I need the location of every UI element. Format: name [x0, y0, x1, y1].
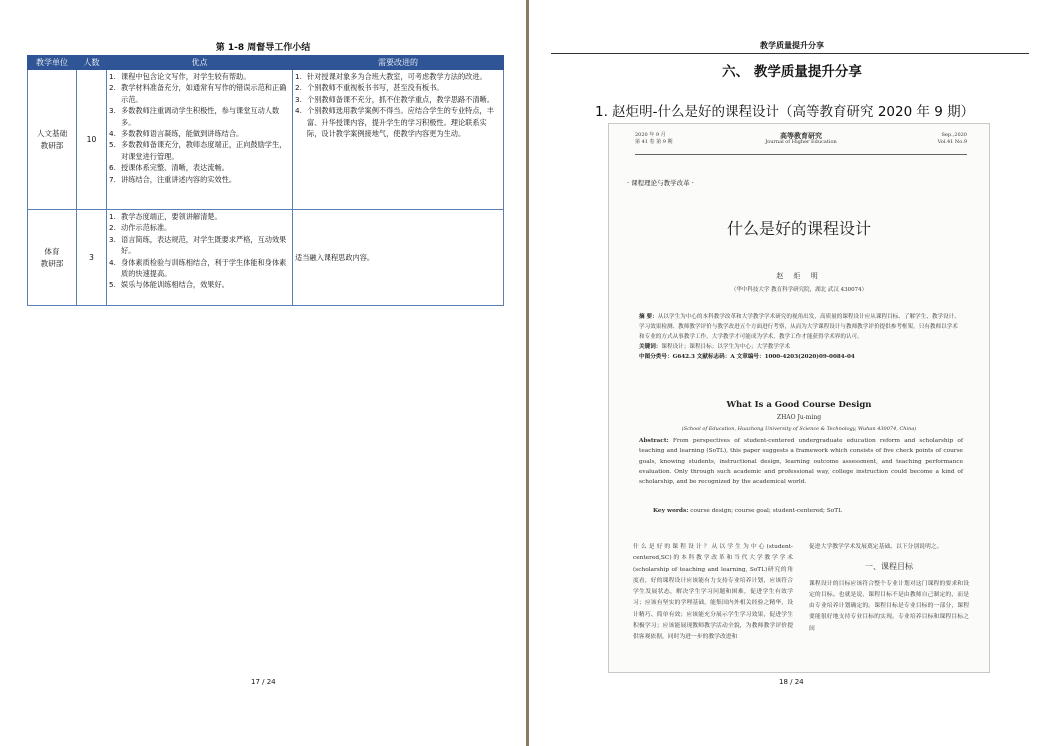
unit-cell [28, 210, 77, 306]
english-author: ZHAO Ju-ming [776, 414, 822, 421]
article-affiliation: （华中科技大学 教育科学研究院，湖北 武汉 430074） [730, 287, 868, 293]
summary-title: 第 1-8 周督导工作小结 [215, 43, 311, 53]
list-item: 3. 个别教师备课不充分，抓不住教学重点，教学思路不清晰。 [295, 94, 494, 104]
list-item: 2. 个别教师不重视板书书写，甚至没有板书。 [295, 83, 444, 93]
body-subheading: 一、课程目标 [865, 562, 913, 572]
list-item: 3. 多数教师注重调动学生积极性，参与课堂互动人数多。 [109, 106, 280, 127]
table-header-row [28, 56, 504, 70]
count-cell: 3 [77, 210, 107, 306]
header-improvements: 需要改进的 [293, 56, 504, 70]
column-tag: · 课程理论与教学改革 · [627, 179, 694, 187]
count-cell: 10 [77, 70, 107, 210]
list-item: 3. 语言简练，表达规范，对学生既要求严格，互动效果好。 [109, 234, 287, 256]
journal-issue-en: Sep.,2020 Vol.41 No.9 [937, 132, 967, 145]
english-affiliation: (School of Education, Huazhong University of Science & Technology, Wuhan 430074, China) [681, 426, 917, 432]
english-keywords: Key words: course design; course goal; student-centered; SoTL [653, 508, 842, 514]
chinese-abstract: 摘 要：从以学生为中心的本科教学改革和大学教学学术研究的视角出发，高质量的课程设计应从课程目标、了解学生、教学设计、学习效果检测、教师教学评价与教学改进五个方面进行考察，从而为大学课程设计与教师教学评价提供参考框架。只有教师以学术和专业的方式从事教学工作，大学教学才可能成为学术，教学工作才能获得学术界的认可。 关键词：课程设计；课程目标；以学生为中心；大学教学学术 中图分类号：G642.3 文献标志码：A 文章编号：1000-4203(2020)09-0084-04 [639, 314, 960, 360]
list-item: 4. 个别教师选用教学案例不得当。应结合学生的专业特点，丰富、升华授课内容，提升学生的学习积极性。理论联系实际，设计教学案例接地气，使教学内容更为生动。 [295, 106, 494, 139]
list-item: 7. 讲练结合，注重讲述内容的实效性。 [109, 174, 237, 184]
journal-name: 高等教育研究 Journal of Higher Education [765, 131, 837, 145]
section-title: 六、 教学质量提升分享 [722, 64, 862, 80]
list-item: 4. 多数教师语言凝练，能做到讲练结合。 [109, 129, 244, 139]
strengths-cell [107, 210, 293, 306]
table-row [28, 70, 504, 210]
improvements-cell [293, 70, 504, 210]
english-abstract: Abstract: From perspectives of student-centered undergraduate education reform and scholarship of teaching and learning (SoTL), this paper suggests a framework which consists of five check points of course goals, knowing students, instructional design, learning outcome assessment, and teaching performance evaluation. Only through such academic and professional way, college instruction could become a kind of scholarship, and be recognized by the academical world. [639, 438, 964, 486]
unit-line: 体育 [44, 247, 60, 257]
strengths-cell [107, 70, 293, 210]
header-rule [551, 53, 1029, 54]
header-unit: 教学单位 [28, 56, 77, 70]
header-count: 人数 [77, 56, 107, 70]
article-author: 赵 炬 明 [776, 272, 822, 280]
supervision-summary-table [27, 55, 504, 306]
body-column-right: 促进大学教学学术发展奠定基础。以下分别说明之。 一、课程目标 课程设计的目标应该符合整个专业计划对这门课程的要求和设定的目标。也就是说，课程目标不是由教师自己制定的，而是由专业培养计划确定的。课程目标是专业目标的一部分，课程要能很好地支持专业目标的实现。专业培养目标和课程目标之间 [809, 544, 969, 632]
unit-line: 教研部 [40, 140, 64, 150]
page-number: 18 / 24 [779, 678, 804, 686]
english-title: What Is a Good Course Design [726, 400, 872, 410]
right-document-page [529, 0, 1055, 746]
list-item: 4. 身体素质检验与训练相结合，利于学生体能和身体素质的快速提高。 [109, 257, 287, 279]
unit-line: 人文基础 [36, 129, 68, 139]
running-header: 教学质量提升分享 [760, 41, 824, 50]
list-item: 5. 娱乐与体能训练相结合，效果好。 [109, 280, 229, 290]
item-title: 1. 赵炬明-什么是好的课程设计（高等教育研究 2020 年 9 期） [595, 104, 975, 120]
header-strengths: 优点 [107, 56, 293, 70]
list-item: 1. 课程中包含论文写作，对学生较有帮助。 [109, 72, 251, 81]
body-column-left: 什么是好的课程设计？从以学生为中心(student-centered,SC)的本科教学改革和当代大学教学学术(scholarship of teaching and learning, SoTL)研究的角度看，好的课程设计应该能有力支持专业培养计划，应该符合学生发展状态，解决学生学习问题和困难，促进学生有效学习；应该有坚实的学理基础，能集国内外相关经验之精华，设计精巧、简单有效；应该能充分展示学生学习效果，促进学生积极学习；应该能展现教师教学活动全貌，为教师教学评价提供客观依据，同时为进一步的教学改进和 [633, 544, 793, 641]
list-item: 2. 教学材料准备充分，如通常有写作的错误示范和正确示范。 [109, 83, 287, 104]
unit-cell [28, 70, 77, 210]
list-item: 1. 教学态度端正，要领讲解清楚。 [109, 212, 222, 221]
journal-header-rule [635, 154, 967, 155]
table-row [28, 210, 504, 306]
list-item: 6. 授课体系完整、清晰，表达流畅。 [109, 163, 229, 173]
journal-issue-cn: 2020 年 9 月 第 41 卷 第 9 期 [635, 132, 673, 145]
list-item: 2. 动作示范标准。 [109, 223, 172, 233]
article-title: 什么是好的课程设计 [726, 219, 871, 238]
unit-line: 教研部 [40, 258, 64, 268]
page-number: 17 / 24 [251, 678, 276, 686]
scanned-article-image [608, 123, 990, 673]
list-item: 1. 针对授课对象多为合班大教室，可考虑教学方法的改进。 [295, 72, 487, 81]
improvements-cell: 适当融入课程思政内容。 [293, 210, 504, 306]
left-document-page [0, 0, 526, 746]
list-item: 5. 多数教师备课充分，教师态度端正，正向鼓励学生，对课堂进行管理。 [109, 140, 287, 161]
